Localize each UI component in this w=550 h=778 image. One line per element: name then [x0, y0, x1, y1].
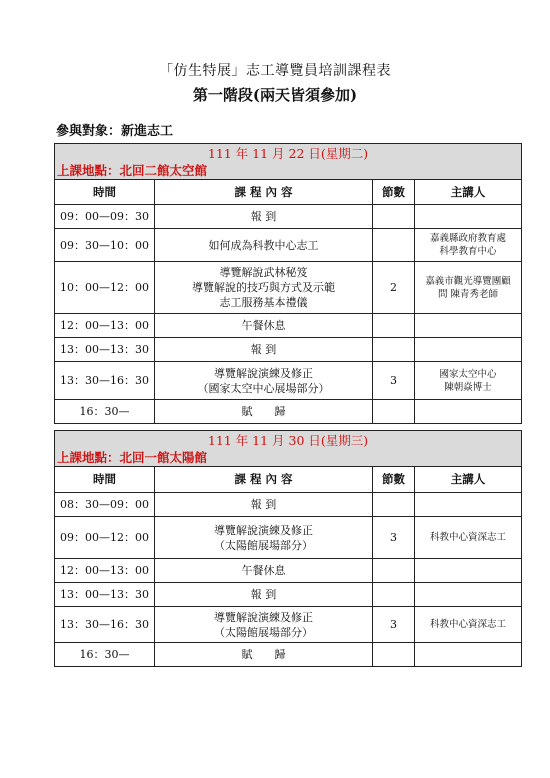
row-content — [155, 229, 373, 262]
session-location: 上課地點：北回一館太陽館 — [55, 449, 522, 467]
table-row — [55, 559, 522, 583]
row-time: 13：30—16：30 — [55, 607, 155, 643]
header-speaker: 主講人 — [415, 467, 522, 493]
row-content — [155, 362, 373, 400]
row-periods — [373, 229, 415, 262]
content-line: 報 到 — [250, 588, 277, 601]
row-speaker — [415, 607, 522, 643]
table-row — [55, 400, 522, 424]
row-speaker — [415, 338, 522, 362]
content-line: 導覽解說演練及修正 — [214, 366, 313, 380]
row-content — [155, 338, 373, 362]
row-periods — [373, 493, 415, 517]
row-periods: 3 — [373, 362, 415, 400]
row-speaker — [415, 559, 522, 583]
schedule-table-day-1 — [54, 143, 522, 424]
row-content — [155, 517, 373, 559]
content-line: 報 到 — [250, 498, 277, 511]
row-time: 09：00—12：00 — [55, 517, 155, 559]
table-row — [55, 229, 522, 262]
table-row — [55, 205, 522, 229]
table-row — [55, 338, 522, 362]
row-speaker — [415, 314, 522, 338]
row-content — [155, 205, 373, 229]
row-time: 09：00—09：30 — [55, 205, 155, 229]
table-row — [55, 643, 522, 667]
row-speaker — [415, 493, 522, 517]
header-content: 課 程 內 容 — [155, 467, 373, 493]
header-time: 時間 — [55, 180, 155, 205]
row-periods: 2 — [373, 262, 415, 314]
content-line: 午餐休息 — [241, 564, 286, 577]
content-line: 導覽解說演練及修正 — [214, 523, 313, 537]
row-periods — [373, 643, 415, 667]
row-speaker — [415, 229, 522, 262]
table-row — [55, 517, 522, 559]
content-line: （國家太空中心展場部分） — [197, 381, 330, 395]
content-line: 報 到 — [250, 343, 277, 356]
content-line: 賦 歸 — [241, 648, 286, 661]
row-time: 12：00—13：00 — [55, 559, 155, 583]
table-row — [55, 583, 522, 607]
speaker-line: 科學教育中心 — [439, 246, 497, 257]
table-row — [55, 493, 522, 517]
speaker-line: 嘉義縣政府教育處 — [430, 233, 507, 244]
document-title: 「仿生特展」志工導覽員培訓課程表 — [159, 63, 391, 79]
row-content — [155, 400, 373, 424]
speaker-line: 陳朝焱博士 — [444, 381, 492, 393]
row-periods: 3 — [373, 517, 415, 559]
row-content — [155, 643, 373, 667]
session-date: 111 年 11 月 30 日(星期三) — [55, 431, 522, 450]
row-periods: 3 — [373, 607, 415, 643]
row-time: 13：00—13：30 — [55, 583, 155, 607]
row-speaker — [415, 643, 522, 667]
header-periods: 節數 — [373, 467, 415, 493]
content-line: 導覽解說武林秘笈 — [219, 266, 308, 279]
content-line: （太陽館展場部分） — [214, 625, 313, 639]
row-periods — [373, 583, 415, 607]
content-line: （太陽館展場部分） — [214, 538, 313, 552]
audience-label: 參與對象：新進志工 — [56, 124, 174, 139]
schedule-table-day-2 — [54, 430, 522, 667]
speaker-line: 科教中心資深志工 — [430, 619, 507, 630]
content-line: 賦 歸 — [241, 405, 286, 418]
row-content — [155, 559, 373, 583]
header-time: 時間 — [55, 467, 155, 493]
row-time: 09：30—10：00 — [55, 229, 155, 262]
content-line: 志工服務基本禮儀 — [219, 296, 308, 309]
row-speaker — [415, 205, 522, 229]
document-subtitle: 第一階段(兩天皆須參加) — [192, 86, 358, 104]
row-content — [155, 262, 373, 314]
row-periods — [373, 400, 415, 424]
content-line: 導覽解說的技巧與方式及示範 — [192, 281, 335, 294]
table-row — [55, 607, 522, 643]
row-time: 08：30—09：00 — [55, 493, 155, 517]
speaker-line: 科教中心資深志工 — [430, 532, 507, 543]
header-content: 課 程 內 容 — [155, 180, 373, 205]
row-periods — [373, 338, 415, 362]
content-line: 午餐休息 — [241, 319, 286, 332]
table-row — [55, 314, 522, 338]
row-time: 13：00—13：30 — [55, 338, 155, 362]
row-speaker — [415, 362, 522, 400]
row-speaker — [415, 583, 522, 607]
row-content — [155, 493, 373, 517]
row-speaker — [415, 262, 522, 314]
row-speaker — [415, 517, 522, 559]
row-speaker — [415, 400, 522, 424]
row-content — [155, 607, 373, 643]
header-speaker: 主講人 — [415, 180, 522, 205]
row-time: 12：00—13：00 — [55, 314, 155, 338]
content-line: 導覽解說演練及修正 — [214, 610, 313, 624]
table-row — [55, 262, 522, 314]
row-time: 16：30— — [55, 643, 155, 667]
content-line: 如何成為科教中心志工 — [208, 238, 319, 252]
table-row — [55, 362, 522, 400]
row-time: 13：30—16：30 — [55, 362, 155, 400]
speaker-line: 嘉義市觀光導覽團顧 — [425, 275, 511, 287]
row-periods — [373, 205, 415, 229]
header-periods: 節數 — [373, 180, 415, 205]
row-time: 10：00—12：00 — [55, 262, 155, 314]
row-periods — [373, 559, 415, 583]
session-location: 上課地點：北回二館太空館 — [55, 162, 522, 180]
speaker-line: 問 陳青秀老師 — [438, 288, 499, 300]
row-content — [155, 314, 373, 338]
row-periods — [373, 314, 415, 338]
row-time: 16：30— — [55, 400, 155, 424]
content-line: 報 到 — [250, 210, 277, 223]
row-content — [155, 583, 373, 607]
speaker-line: 國家太空中心 — [439, 368, 497, 380]
session-date: 111 年 11 月 22 日(星期二) — [55, 144, 522, 163]
